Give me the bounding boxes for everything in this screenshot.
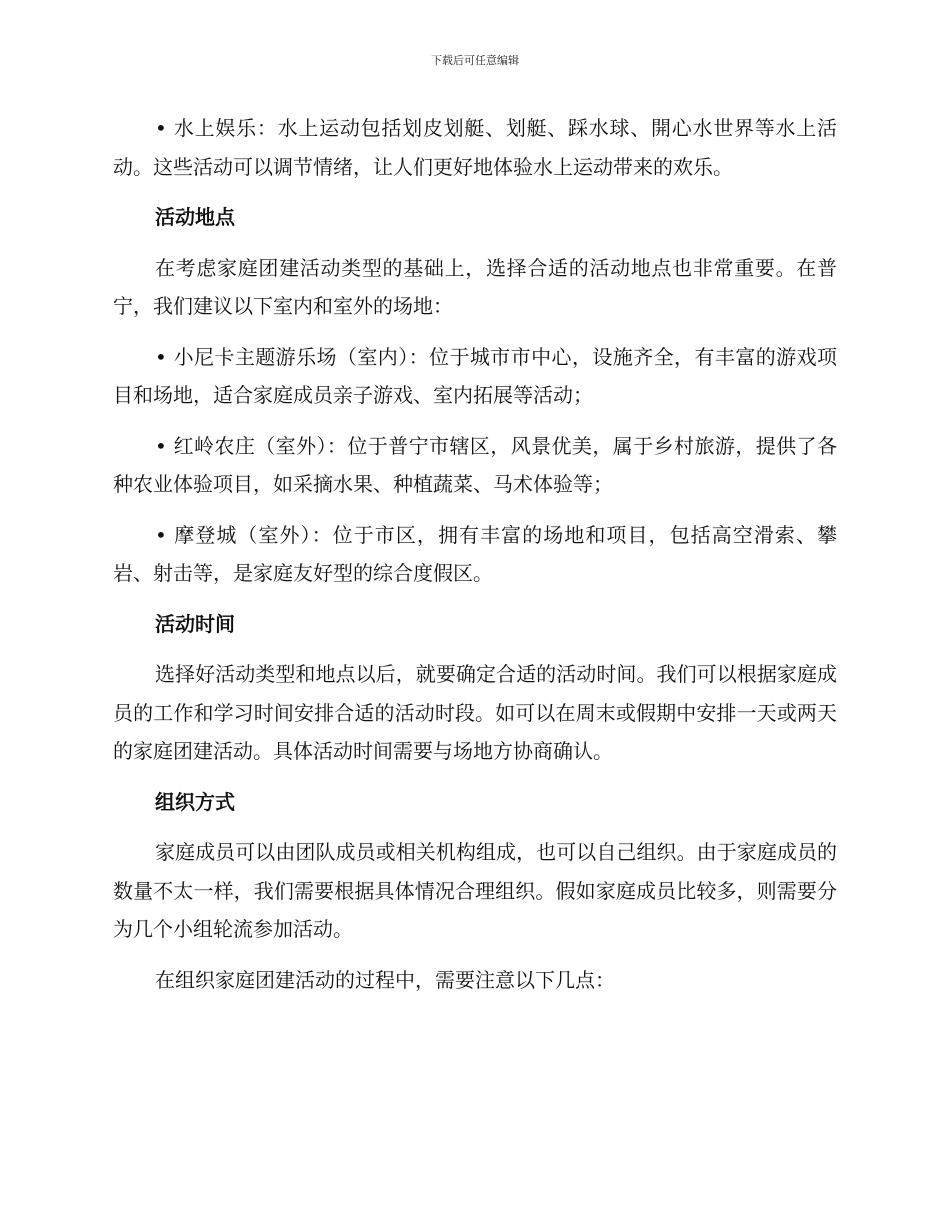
section-heading-time: 活动时间: [155, 611, 235, 636]
paragraph-venue-2: • 红岭农庄（室外）：位于普宁市辖区，风景优美，属于乡村旅游，提供了各种农业体验项目，如采摘水果、种植蔬菜、马术体验等；: [113, 433, 837, 496]
section-heading-location: 活动地点: [155, 205, 235, 229]
paragraph-venue-3: • 摩登城（室外）：位于市区，拥有丰富的场地和项目，包括高空滑索、攀岩、射击等，是家庭友好型的综合度假区。: [113, 522, 837, 585]
paragraph-water-entertainment: • 水上娱乐：水上运动包括划皮划艇、划艇、踩水球、開心水世界等水上活动。这些活动可以调节情绪，让人们更好地体验水上运动带来的欢乐。: [113, 116, 837, 179]
paragraph-organization: 家庭成员可以由团队成员或相关机构组成，也可以自己组织。由于家庭成员的数量不太一样，我们需要根据具体情况合理组织。假如家庭成员比较多，则需要分为几个小组轮流参加活动。: [113, 840, 837, 941]
paragraph-notes-intro: 在组织家庭团建活动的过程中，需要注意以下几点：: [155, 967, 615, 992]
paragraph-venue-1: • 小尼卡主题游乐场（室内）：位于城市市中心，设施齐全，有丰富的游戏项目和场地，适合家庭成员亲子游戏、室内拓展等活动；: [113, 344, 837, 407]
section-heading-organization: 组织方式: [155, 789, 235, 814]
document-body: [113, 109, 837, 999]
paragraph-time: 选择好活动类型和地点以后，就要确定合适的活动时间。我们可以根据家庭成员的工作和学习时间安排合适的活动时段。如可以在周末或假期中安排一天或两天的家庭团建活动。具体活动时间需要与场地方协商确认。: [113, 662, 837, 763]
paragraph-location-intro: 在考虑家庭团建活动类型的基础上，选择合适的活动地点也非常重要。在普宁，我们建议以下室内和室外的场地：: [113, 255, 837, 318]
page-header: 下载后可任意编辑: [431, 54, 519, 67]
